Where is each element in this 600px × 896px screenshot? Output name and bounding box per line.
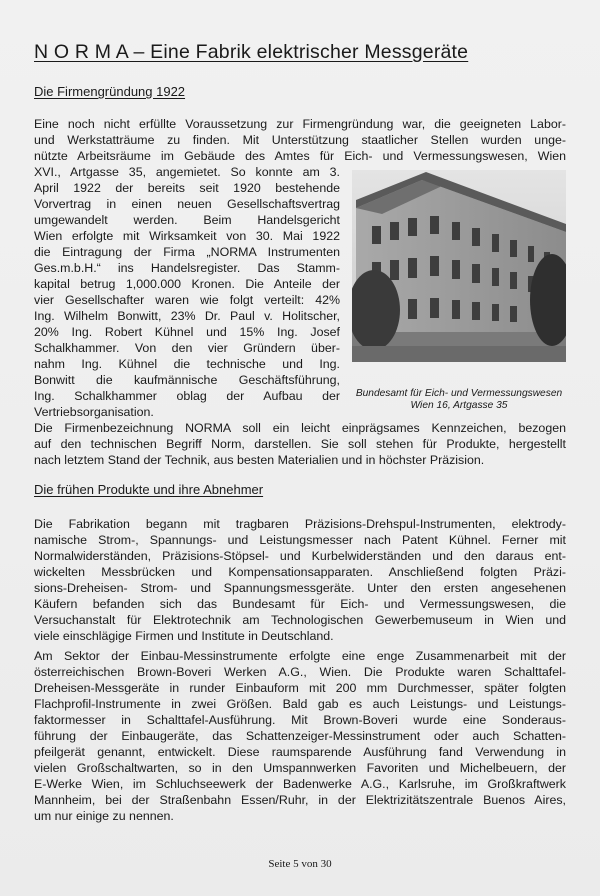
text-line: faktormesser in Schalttafel-Ausführung. Mit Brown-Boveri wurde eine Sonderaus-: [34, 713, 566, 727]
text-line: österreichischen Brown-Boveri Werken A.G., Wien. Die Produkte waren Schalttafel-: [34, 665, 566, 679]
text-line: Vorvertrag in einen neuen Gesellschaftsvertrag: [34, 197, 340, 211]
text-line: Am Sektor der Einbau-Messinstrumente erfolgte eine enge Zusammenarbeit mit der: [34, 649, 566, 663]
photo-caption: [352, 388, 566, 412]
text-line: Dreheisen-Messgeräte in runder Einbauform mit 200 mm Durchmesser, später folgten: [34, 681, 566, 695]
text-line: auf den technischen Begriff Norm, darstellen. Sie soll stehen für Produkte, hergestellt: [34, 437, 566, 451]
text-line: führung der Einbaugeräte, das Schattenzeiger-Messinstrument oder auch Schatten-: [34, 729, 566, 743]
text-line: April 1922 der bereits seit 1920 bestehende: [34, 181, 340, 195]
text-line: umgewandelt werden. Beim Handelsgericht: [34, 213, 340, 227]
text-line: Käufern befanden sich das Bundesamt für Eich- und Vermessungswesen, die: [34, 597, 566, 611]
caption-line: Wien 16, Artgasse 35: [410, 400, 508, 411]
text-line: Wien erfolgte mit Wirksamkeit von 30. Mai 1922: [34, 229, 340, 243]
text-line: nützte Arbeitsräume im Gebäude des Amtes für Eich- und Vermessungswesen, Wien: [34, 149, 566, 163]
building-photo: [352, 170, 566, 362]
text-line: viele einschlägige Firmen und Institute in Deutschland.: [34, 629, 334, 643]
text-line: vier Gesellschafter waren wie folgt verteilt: 42%: [34, 293, 340, 307]
page-number: Seite 5 von 30: [268, 858, 332, 870]
text-line: nahm Ing. Kühnel die technische und Ing.: [34, 357, 340, 371]
caption-line: Bundesamt für Eich- und Vermessungswesen: [355, 388, 563, 399]
paragraph-norma-name: [34, 420, 566, 468]
paragraph-founding-details: [34, 164, 340, 420]
section-heading-founding: Die Firmengründung 1922: [34, 84, 186, 99]
text-line: XVI., Artgasse 35, angemietet. So konnte am 3.: [34, 165, 340, 179]
text-line: nach letztem Stand der Technik, aus besten Materialien und in höchster Präzision.: [34, 453, 485, 467]
text-line: sions-Dreheisen- Strom- und Spannungsmessgeräte. Unter den ersten angesehenen: [34, 581, 566, 595]
text-line: Die Firmenbezeichnung NORMA soll ein leicht einprägsames Kennzeichen, bezogen: [34, 421, 566, 435]
text-line: Flachprofil-Instrumente in zwei Größen. Bald gab es auch Leistungs- und Leistungs-: [34, 697, 566, 711]
text-line: Ges.m.b.H.“ ins Handelsregister. Das Stamm-: [34, 261, 340, 275]
section-heading-products: Die frühen Produkte und ihre Abnehmer: [34, 482, 264, 497]
text-line: die Eintragung der Firma „NORMA Instrumenten: [34, 245, 340, 259]
text-line: Normalwiderständen, Präzisions-Stöpsel- und Kurbelwiderständen und den daraus ent-: [34, 549, 566, 563]
text-line: 20% Ing. Robert Kühnel und 15% Ing. Josef: [34, 325, 340, 339]
paragraph-founding-intro: [34, 116, 566, 164]
text-line: Die Fabrikation begann mit tragbaren Präzisions-Drehspul-Instrumenten, elektrody-: [34, 517, 566, 531]
text-line: Versuchanstalt für Elektrotechnik am Technologischen Gewerbemuseum in Wien und: [34, 613, 566, 627]
text-line: vielen Großschaltwarten, so in den Umspannwerken Favoriten und Michelbeuern, der: [34, 761, 566, 775]
text-line: Eine noch nicht erfüllte Voraussetzung zur Firmengründung war, die geeigneten Labor-: [34, 117, 566, 131]
text-line: Schalkhammer. Von den vier Gründern über-: [34, 341, 340, 355]
text-line: Mannheim, bei der Straßenbahn Essen/Ruhr, in der Elektrizitätszentrale Buenos Aires,: [34, 793, 566, 807]
text-line: wickelten Messbrücken und Kompensationsapparaten. Anschließend folgten Präzi-: [34, 565, 566, 579]
paragraph-brown-boveri: [34, 648, 566, 824]
text-line: E-Werke Wien, im Schluchseewerk der Badenwerke A.G., Karlsruhe, im Großkraftwerk: [34, 777, 566, 791]
text-line: namische Strom-, Spannungs- und Leistungsmesser nach Patent Kühnel. Ferner mit: [34, 533, 566, 547]
text-line: Ing. Schalkhammer oblag der Aufbau der: [34, 389, 340, 403]
text-line: um nur einige zu nennen.: [34, 809, 174, 823]
building-illustration: [352, 170, 566, 362]
text-line: Vertriebsorganisation.: [34, 405, 154, 419]
text-line: und Werkstatträume zu finden. Mit Unterstützung staatlicher Stellen wurden unge-: [34, 133, 566, 147]
page-title: N O R M A – Eine Fabrik elektrischer Messgeräte: [34, 41, 469, 63]
text-line: Ing. Wilhelm Bonwitt, 23% Dr. Paul v. Holitscher,: [34, 309, 340, 323]
text-line: pfeilgerät genannt, entwickelt. Diese raumsparende Ausführung fand Verwendung in: [34, 745, 566, 759]
text-line: kapital betrug 1,000.000 Kronen. Die Anteile der: [34, 277, 340, 291]
paragraph-early-products: [34, 516, 566, 644]
text-line: Bonwitt die kaufmännische Geschäftsführung,: [34, 373, 340, 387]
